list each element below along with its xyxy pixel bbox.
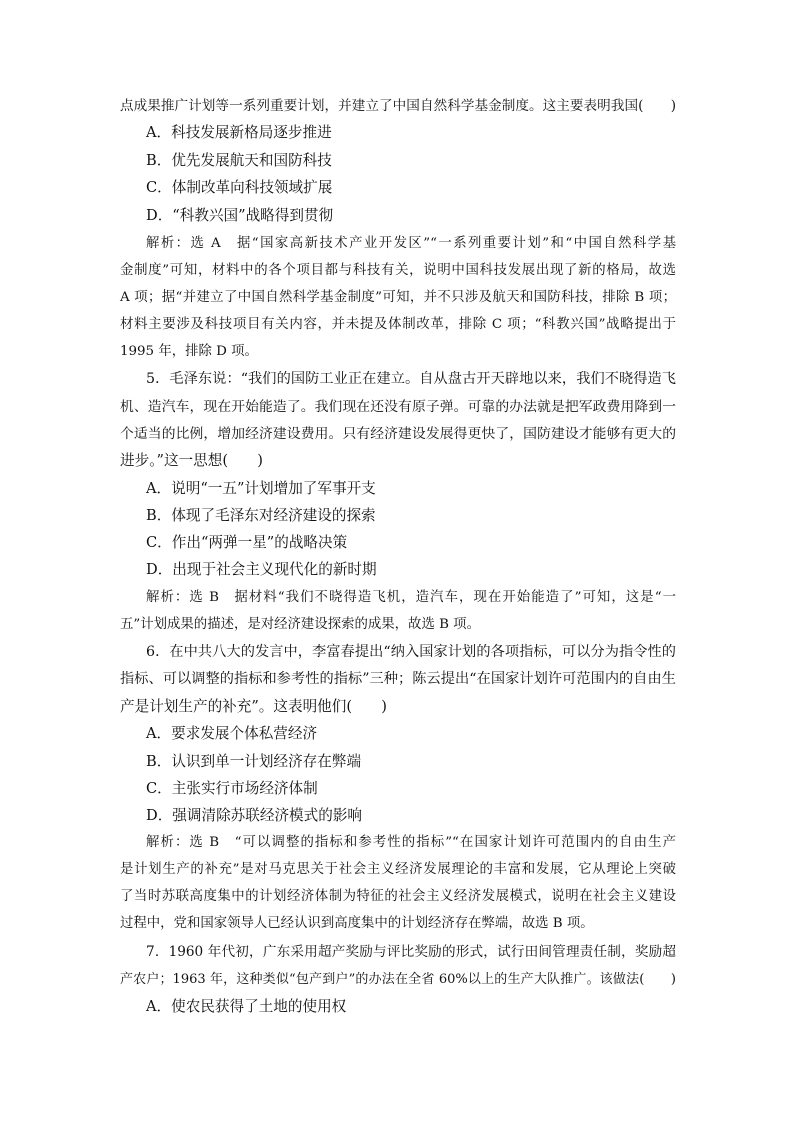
question-5-stem: 进步。”这一思想( )	[120, 452, 263, 469]
q4-analysis-line: 材料主要涉及科技项目有关内容，并未提及体制改革，排除 C 项；“科教兴国”战略提出于	[120, 317, 676, 332]
question-6-stem: 6．在中共八大的发言中，李富春提出“纳入国家计划的各项指标，可以分为指令性的	[146, 644, 676, 660]
q6-analysis-line: 了当时苏联高度集中的计划经济体制为特征的社会主义经济发展模式，说明在社会主义建设	[120, 889, 676, 904]
q5-option-a: A．说明“一五”计划增加了军事开支	[146, 480, 376, 497]
q6-analysis-line: 解析：选 B “可以调整的指标和参考性的指标”“在国家计划许可范围内的自由生产	[146, 835, 676, 850]
question-5-stem: 5．毛泽东说：“我们的国防工业正在建立。自从盘古开天辟地以来，我们不晓得造飞	[146, 371, 676, 387]
q4-analysis-line: 1995 年，排除 D 项。	[120, 344, 258, 359]
q6-analysis-line: 过程中，党和国家领导人已经认识到高度集中的计划经济存在弊端，故选 B 项。	[120, 916, 594, 931]
question-6-stem: 指标、可以调整的指标和参考性的指标”三种；陈云提出“在国家计划许可范围内的自由生	[120, 671, 676, 687]
q4-analysis-line: 金制度”可知，材料中的各个项目都与科技有关，说明中国科技发展出现了新的格局，故选	[120, 263, 676, 278]
q4-analysis-line: 解析：选 A 据“国家高新技术产业开发区”“一系列重要计划”和“中国自然科学基	[146, 236, 676, 251]
q5-option-c: C．作出“两弹一星”的战略决策	[146, 534, 348, 551]
q6-option-d: D．强调清除苏联经济模式的影响	[146, 807, 363, 824]
q5-analysis-line: 五”计划成果的描述，是对经济建设探索的成果，故选 B 项。	[120, 617, 480, 632]
q4-option-b: B．优先发展航天和国防科技	[146, 152, 332, 169]
question-5-stem: 个适当的比例，增加经济建设费用。只有经济建设发展得更快了，国防建设才能够有更大的	[120, 426, 676, 442]
q5-option-b: B．体现了毛泽东对经济建设的探索	[146, 507, 376, 524]
q7-option-a: A．使农民获得了土地的使用权	[146, 998, 347, 1015]
question-7-stem: 产农户；1963 年，这种类似“包产到户”的办法在全省 60%以上的生产大队推广。该做法( )	[120, 972, 676, 987]
q6-option-a: A．要求发展个体私营经济	[146, 725, 318, 742]
question-4-stem-end: 点成果推广计划等一系列重要计划，并建立了中国自然科学基金制度。这主要表明我国( )	[120, 98, 676, 114]
question-6-stem: 产是计划生产的补充”。这表明他们( )	[120, 698, 387, 715]
question-7-stem: 7．1960 年代初，广东采用超产奖励与评比奖励的形式，试行田间管理责任制，奖励超	[146, 944, 676, 960]
q6-option-b: B．认识到单一计划经济存在弊端	[146, 753, 362, 770]
q4-analysis-line: A 项；据“并建立了中国自然科学基金制度”可知，并不只涉及航天和国防科技，排除 B 项；	[120, 290, 676, 305]
q4-option-d: D．“科教兴国”战略得到贯彻	[146, 207, 334, 224]
q6-analysis-line: 是计划生产的补充”是对马克思关于社会主义经济发展理论的丰富和发展，它从理论上突破	[120, 862, 676, 877]
q5-option-d: D．出现于社会主义现代化的新时期	[146, 561, 377, 578]
q6-option-c: C．主张实行市场经济体制	[146, 780, 318, 797]
q5-analysis-line: 解析：选 B 据材料“我们不晓得造飞机，造汽车，现在开始能造了”可知，这是“一	[146, 590, 676, 605]
q4-option-a: A．科技发展新格局逐步推进	[146, 124, 332, 141]
q4-option-c: C．体制改革向科技领域扩展	[146, 179, 333, 196]
question-5-stem: 机、造汽车，现在开始能造了。我们现在还没有原子弹。可靠的办法就是把军政费用降到一	[120, 399, 676, 415]
